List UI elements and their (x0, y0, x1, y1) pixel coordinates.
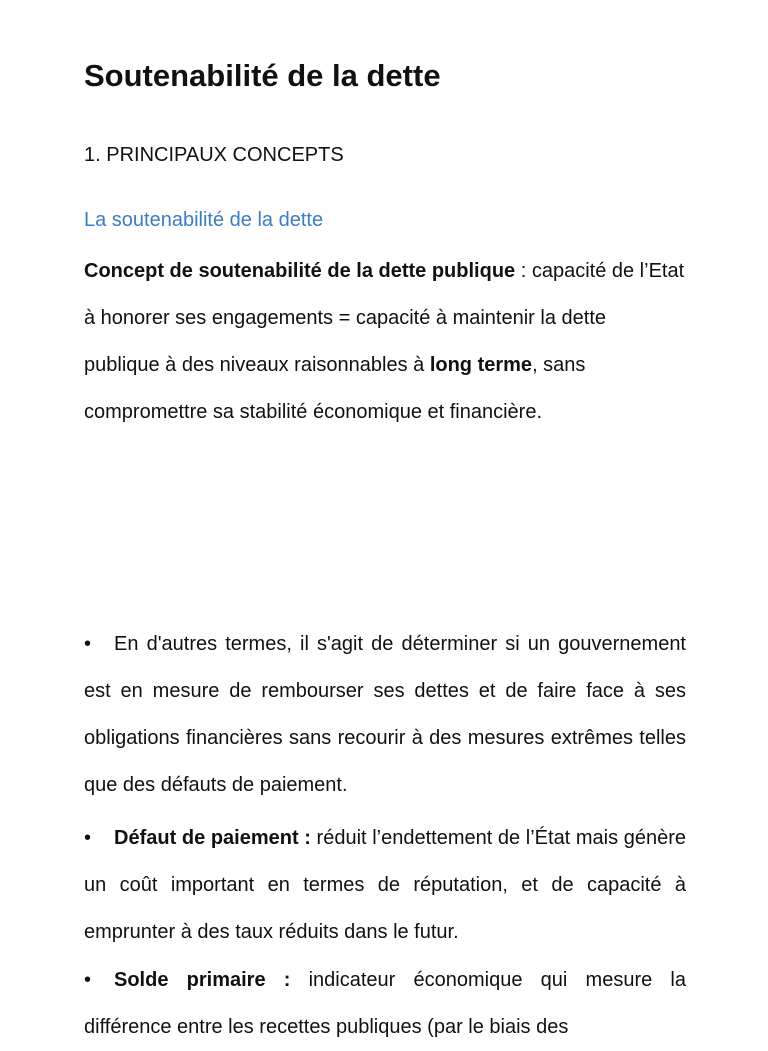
definition-text-a: : capacité de l’Etat à honorer ses engagements = capacité à maintenir la dette publique à des niveaux raisonnables à (84, 260, 685, 376)
bullet-icon: • (84, 969, 92, 991)
section-heading: 1. PRINCIPAUX CONCEPTS (84, 144, 344, 166)
bullet-text: réduit l’endettement de l’État mais génère un coût important en termes de réputation, et de capacité à emprunter à des taux réduits dans le futur. (84, 827, 686, 943)
definition-emphasis: long terme (429, 354, 533, 376)
bullet-icon: • (84, 827, 92, 849)
definition-paragraph (84, 248, 686, 436)
bullet-term: Défaut de paiement : (114, 827, 311, 849)
bullet-paragraph-default (84, 815, 686, 956)
bullet-term: Solde primaire : (114, 969, 291, 991)
bullet-text: En d'autres termes, il s'agit de déterminer si un gouvernement est en mesure de rembourser ses dettes et de faire face à ses obligations financières sans recourir à des mesures extrêmes telles que des défauts de paiement. (84, 633, 686, 796)
document-title: Soutenabilité de la dette (84, 58, 441, 93)
bullet-paragraph-other-terms (84, 621, 686, 809)
bullet-paragraph-primary-balance (84, 957, 686, 1051)
bullet-icon: • (84, 633, 92, 655)
subheading: La soutenabilité de la dette (84, 209, 324, 231)
definition-term: Concept de soutenabilité de la dette publique (84, 260, 516, 282)
definition-text-b: , sans compromettre sa stabilité économique et financière. (84, 354, 586, 423)
bullet-text: indicateur économique qui mesure la différence entre les recettes publiques (par le biais des (84, 969, 686, 1038)
